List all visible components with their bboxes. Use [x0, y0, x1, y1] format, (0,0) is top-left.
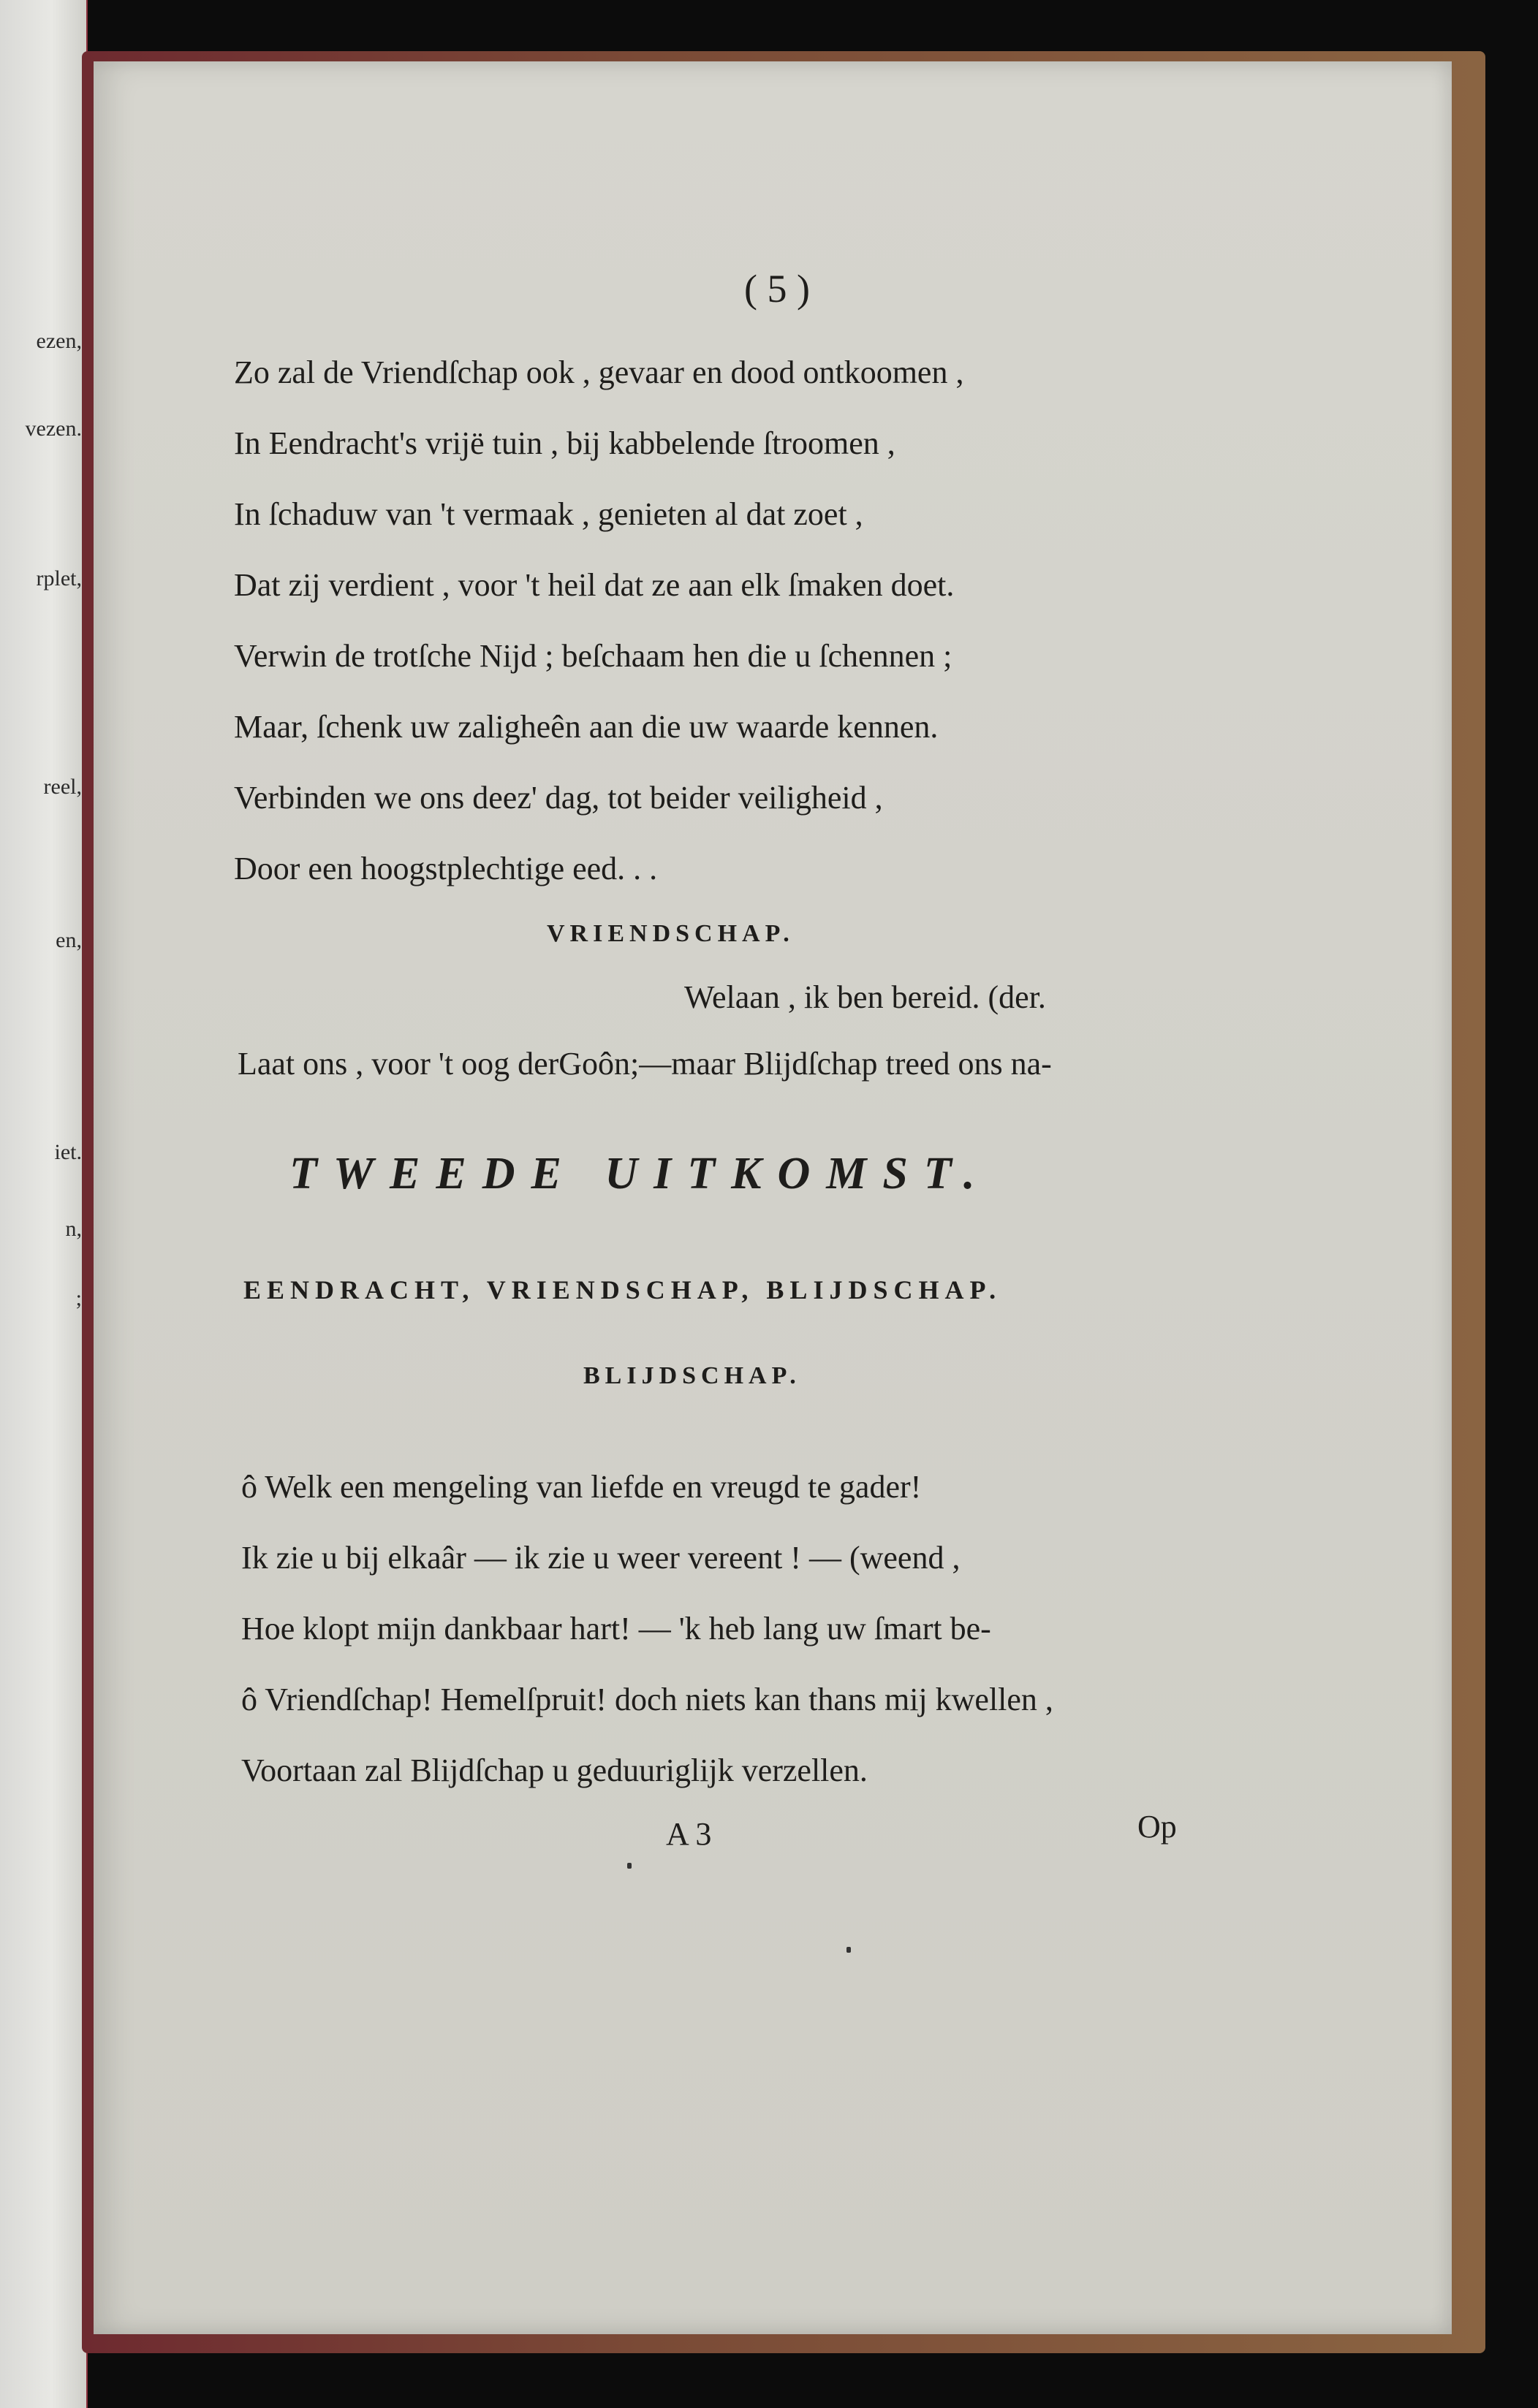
signature-mark: A 3 [666, 1816, 712, 1852]
verse-line: Voortaan zal Blijdſchap u geduuriglijk verzellen. [241, 1752, 868, 1788]
margin-fragment: rplet, [36, 566, 82, 590]
margin-fragment: vezen. [25, 417, 82, 441]
ink-speck [627, 1863, 632, 1869]
verse-line: In Eendracht's vrijë tuin , bij kabbelende ſtroomen , [234, 425, 895, 461]
facing-page-left [0, 0, 88, 2408]
speaker-name: VRIENDSCHAP. [547, 920, 795, 947]
verse-line: Door een hoogstplechtige eed. . . [234, 851, 658, 886]
verse-line: Welaan , ik ben bereid. (der. [684, 979, 1046, 1015]
margin-fragment: iet. [54, 1140, 82, 1164]
verse-line: In ſchaduw van 't vermaak , genieten al dat zoet , [234, 496, 863, 532]
margin-fragment: en, [56, 928, 82, 952]
verse-line: ô Vriendſchap! Hemelſpruit! doch niets kan thans mij kwellen , [241, 1682, 1053, 1717]
verse-line: Hoe klopt mijn dankbaar hart! — 'k heb lang uw ſmart be- [241, 1611, 991, 1647]
margin-fragment: n, [65, 1217, 82, 1241]
margin-fragment: reel, [43, 775, 82, 799]
verse-line: Dat zij verdient , voor 't heil dat ze aan elk ſmaken doet. [234, 567, 955, 603]
catchword: Op [1137, 1809, 1177, 1845]
page-number: ( 5 ) [744, 267, 810, 311]
ink-speck [846, 1947, 851, 1953]
verse-line: Ik zie u bij elkaâr — ik zie u weer vereent ! — (weend , [241, 1540, 961, 1576]
section-heading: TWEEDE UITKOMST. [289, 1149, 991, 1199]
verse-line: Zo zal de Vriendſchap ook , gevaar en dood ontkoomen , [234, 354, 964, 390]
verse-line: Verbinden we ons deez' dag, tot beider veiligheid , [234, 780, 883, 816]
cast-list: EENDRACHT, VRIENDSCHAP, BLIJDSCHAP. [243, 1275, 1002, 1304]
book-page [94, 61, 1452, 2334]
verse-line: Maar, ſchenk uw zaligheên aan die uw waarde kennen. [234, 709, 939, 745]
margin-fragment: ezen, [36, 329, 82, 353]
verse-line: ô Welk een mengeling van liefde en vreugd te gader! [241, 1469, 922, 1505]
verse-line: Laat ons , voor 't oog derGoôn;—maar Blijdſchap treed ons na- [238, 1046, 1052, 1082]
margin-fragment: ; [75, 1286, 82, 1310]
speaker-name: BLIJDSCHAP. [583, 1362, 801, 1389]
verse-line: Verwin de trotſche Nijd ; beſchaam hen die u ſchennen ; [234, 638, 952, 674]
